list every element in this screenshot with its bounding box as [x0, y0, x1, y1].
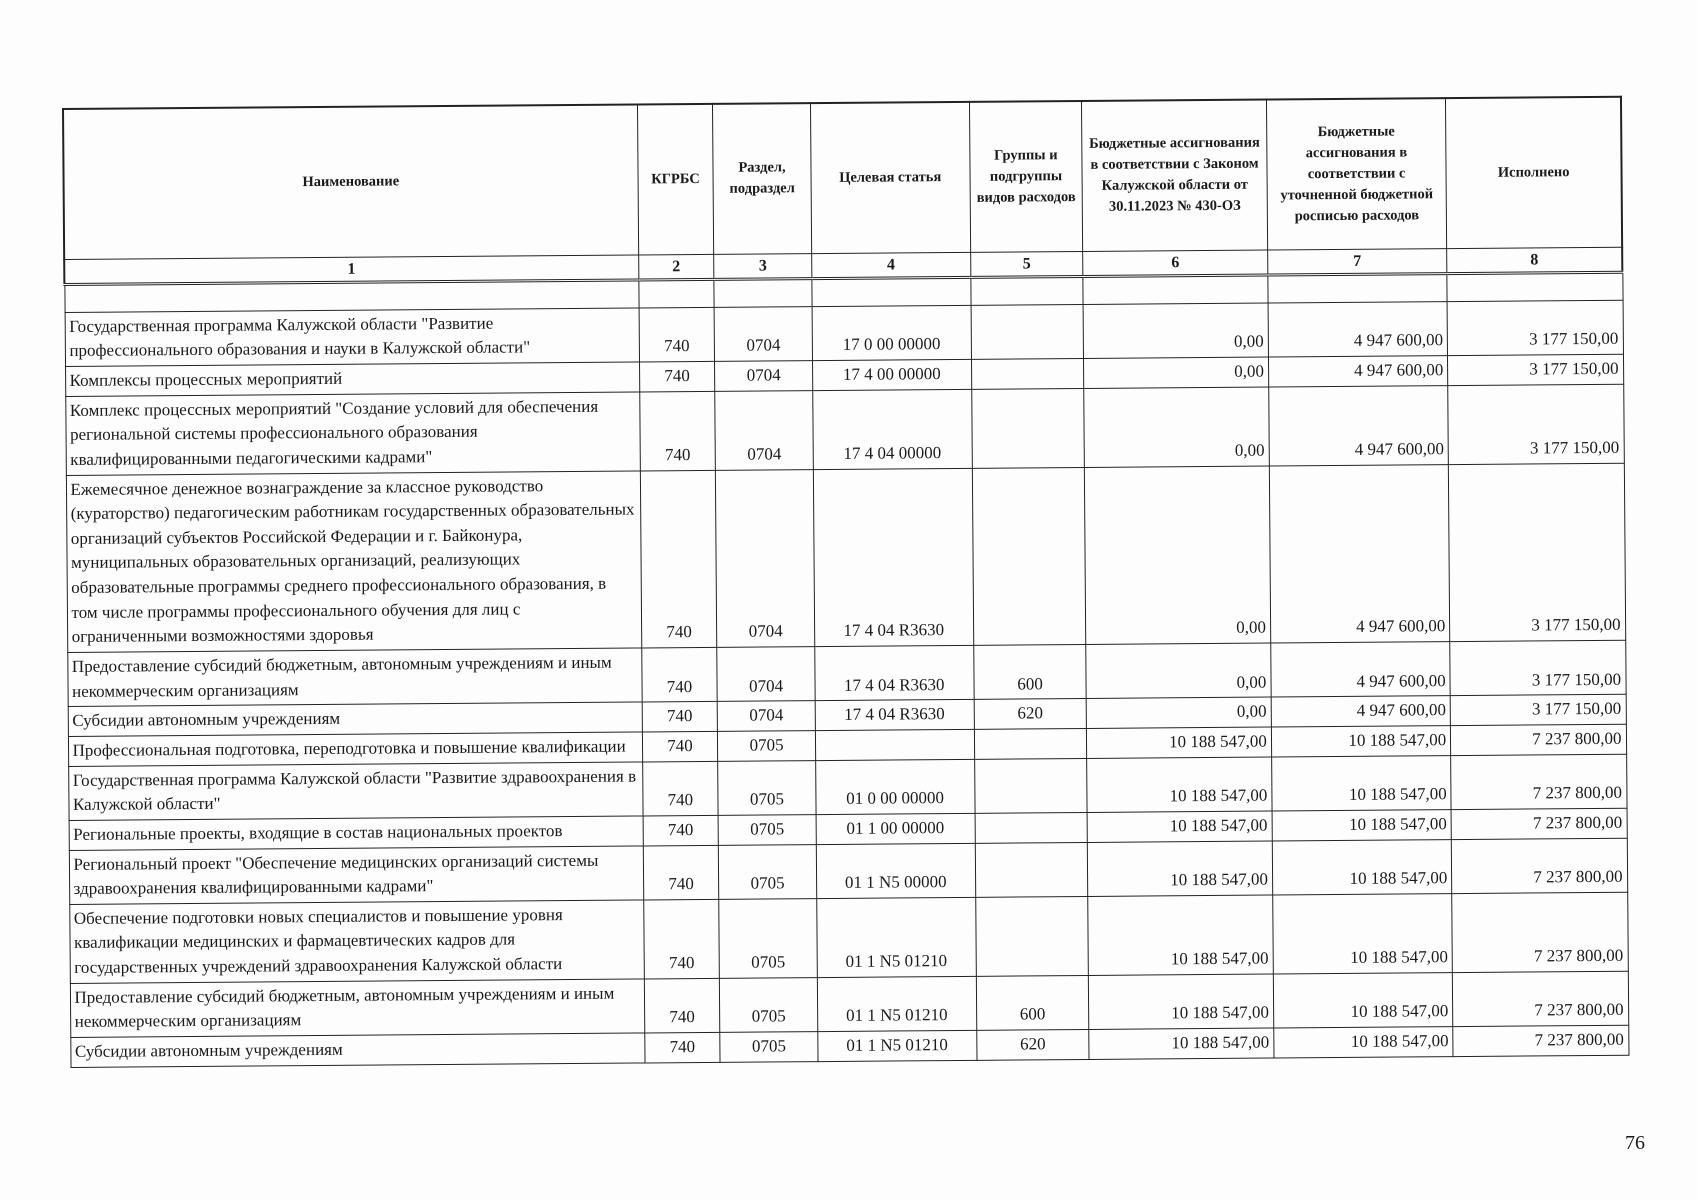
column-number: 8	[1447, 247, 1622, 274]
row-kgrbs: 740	[643, 899, 719, 979]
row-kgrbs: 740	[643, 845, 719, 900]
row-done-amount: 7 237 800,00	[1451, 754, 1627, 810]
table-row	[65, 384, 1624, 475]
row-done-amount: 7 237 800,00	[1453, 971, 1629, 1027]
row-name: Региональные проекты, входящие в состав национальных проектов	[69, 816, 643, 850]
row-razdel: 0705	[718, 760, 816, 815]
row-rospis-amount: 10 188 547,00	[1271, 755, 1451, 811]
row-razdel: 0704	[716, 469, 815, 647]
row-razdel: 0704	[714, 306, 812, 361]
row-name: Субсидии автономным учреждениям	[68, 702, 642, 736]
row-kgrbs: 740	[643, 815, 719, 845]
row-vid: 620	[976, 1029, 1089, 1060]
row-statya	[815, 729, 974, 760]
row-vid	[971, 358, 1084, 389]
table-header	[63, 97, 1622, 284]
row-name: Комплекс процессных мероприятий "Создание условий для обеспечения региональной системы профессионального образования квалифицированными педагогическими кадрами"	[65, 392, 640, 475]
row-name: Обеспечение подготовки новых специалистов и повышение уровня квалификации медицинских и фармацевтических кадров для государственных учреждений здравоохранения Калужской области	[69, 900, 644, 983]
column-number: 5	[970, 251, 1083, 277]
header-kgrbs: КГРБС	[637, 104, 714, 255]
row-law-amount: 0,00	[1084, 357, 1269, 388]
header-vid: Группы и подгруппы видов расходов	[969, 101, 1083, 252]
row-rospis-amount: 10 188 547,00	[1273, 893, 1453, 973]
row-done-amount: 3 177 150,00	[1450, 640, 1626, 696]
row-done-amount: 7 237 800,00	[1452, 838, 1628, 894]
row-statya: 01 1 N5 01210	[817, 976, 976, 1032]
row-kgrbs: 740	[642, 761, 718, 816]
row-vid	[974, 728, 1087, 759]
row-vid: 600	[973, 644, 1086, 699]
row-done-amount: 3 177 150,00	[1448, 384, 1624, 464]
row-kgrbs: 740	[641, 647, 717, 702]
row-done-amount: 7 237 800,00	[1451, 808, 1627, 839]
row-law-amount: 10 188 547,00	[1087, 811, 1272, 842]
row-vid	[974, 758, 1087, 813]
row-razdel: 0705	[719, 844, 817, 899]
row-done-amount: 7 237 800,00	[1451, 724, 1627, 755]
row-law-amount: 0,00	[1086, 643, 1271, 699]
row-vid	[975, 842, 1088, 897]
row-razdel: 0704	[715, 361, 813, 391]
row-law-amount: 0,00	[1083, 303, 1268, 359]
row-razdel: 0704	[718, 701, 816, 731]
row-name: Государственная программа Калужской области "Развитие профессионального образования и науки в Калужской области"	[65, 308, 639, 367]
budget-table	[62, 96, 1629, 1068]
row-name: Региональный проект "Обеспечение медицинских организаций системы здравоохранения квалифицированными кадрами"	[69, 845, 643, 904]
header-rospis: Бюджетные ассигнования в соответствии с уточненной бюджетной росписью расходов	[1266, 98, 1447, 249]
table-body	[64, 272, 1628, 1067]
column-number: 7	[1267, 248, 1447, 275]
row-vid	[971, 304, 1084, 359]
row-name: Предоставление субсидий бюджетным, автономным учреждениям и иным некоммерческим организациям	[70, 979, 644, 1038]
row-razdel: 0704	[717, 647, 815, 702]
row-statya: 17 4 04 R3630	[813, 468, 973, 647]
row-law-amount: 0,00	[1085, 466, 1271, 645]
row-razdel: 0705	[720, 977, 818, 1032]
row-vid	[971, 388, 1084, 468]
row-kgrbs: 740	[642, 731, 718, 761]
row-kgrbs: 740	[640, 470, 717, 648]
header-done: Исполнено	[1446, 97, 1622, 248]
row-rospis-amount: 4 947 600,00	[1268, 301, 1448, 357]
row-statya: 01 0 00 00000	[815, 759, 974, 815]
row-vid: 620	[974, 699, 1087, 730]
row-statya: 17 4 00 00000	[812, 359, 971, 390]
row-kgrbs: 740	[644, 1032, 720, 1062]
row-kgrbs: 740	[639, 361, 715, 391]
row-vid	[975, 812, 1088, 843]
row-rospis-amount: 4 947 600,00	[1268, 356, 1448, 387]
row-name: Государственная программа Калужской области "Развитие здравоохранения в Калужской области"	[68, 762, 642, 821]
row-name: Субсидии автономным учреждениям	[70, 1033, 644, 1067]
row-kgrbs: 740	[644, 978, 720, 1033]
row-name: Комплексы процессных мероприятий	[65, 362, 639, 396]
row-law-amount: 0,00	[1087, 697, 1272, 728]
row-statya: 17 0 00 00000	[812, 305, 971, 361]
column-number: 6	[1083, 250, 1268, 277]
row-rospis-amount: 4 947 600,00	[1269, 385, 1449, 465]
row-done-amount: 7 237 800,00	[1453, 1025, 1629, 1056]
row-rospis-amount: 10 188 547,00	[1272, 809, 1452, 840]
row-law-amount: 10 188 547,00	[1088, 895, 1273, 975]
row-done-amount: 3 177 150,00	[1450, 695, 1626, 726]
column-number: 3	[714, 253, 812, 279]
row-statya: 01 1 00 00000	[816, 813, 975, 844]
row-razdel: 0705	[718, 814, 816, 844]
row-razdel: 0705	[720, 1032, 818, 1062]
row-name: Профессиональная подготовка, переподготовка и повышение квалификации	[68, 732, 642, 766]
table-row	[66, 463, 1625, 653]
row-done-amount: 3 177 150,00	[1447, 300, 1623, 356]
row-rospis-amount: 4 947 600,00	[1271, 642, 1451, 698]
row-name: Ежемесячное денежное вознаграждение за классное руководство (кураторство) педагогическим работникам государственных образовательных организаций субъектов Российской Федерации и г. Байконура, муниципальных образовательных организаций, реализующих образовательные программы среднего профессионального образования, в том числе программы профессионального обучения для лиц с ограниченными возможностями здоровья	[66, 471, 641, 653]
row-vid	[972, 467, 1086, 645]
row-law-amount: 10 188 547,00	[1088, 841, 1273, 897]
row-rospis-amount: 10 188 547,00	[1272, 839, 1452, 895]
row-vid: 600	[976, 975, 1089, 1030]
row-law-amount: 0,00	[1084, 387, 1269, 467]
header-statya: Целевая статья	[810, 102, 970, 253]
row-rospis-amount: 4 947 600,00	[1269, 464, 1450, 643]
row-rospis-amount: 10 188 547,00	[1273, 972, 1453, 1028]
header-law: Бюджетные ассигнования в соответствии с Законом Калужской области от 30.11.2023 № 430-ОЗ	[1082, 100, 1268, 251]
row-rospis-amount: 10 188 547,00	[1271, 726, 1451, 757]
row-kgrbs: 740	[639, 391, 715, 471]
row-done-amount: 7 237 800,00	[1452, 892, 1628, 972]
row-law-amount: 10 188 547,00	[1087, 727, 1272, 758]
row-statya: 01 1 N5 01210	[817, 1030, 976, 1061]
row-kgrbs: 740	[639, 307, 715, 362]
row-razdel: 0705	[718, 731, 816, 761]
table-row	[69, 892, 1628, 983]
row-done-amount: 3 177 150,00	[1448, 354, 1624, 385]
row-vid	[975, 896, 1088, 976]
row-law-amount: 10 188 547,00	[1089, 974, 1274, 1030]
row-rospis-amount: 4 947 600,00	[1271, 696, 1451, 727]
row-kgrbs: 740	[642, 702, 718, 732]
column-number: 4	[811, 252, 970, 278]
row-name: Предоставление субсидий бюджетным, автономным учреждениям и иным некоммерческим организациям	[67, 648, 641, 707]
row-statya: 17 4 04 R3630	[815, 700, 974, 731]
row-statya: 01 1 N5 01210	[816, 897, 975, 977]
header-razdel: Раздел, подраздел	[713, 103, 812, 254]
row-statya: 17 4 04 R3630	[814, 645, 973, 701]
row-law-amount: 10 188 547,00	[1087, 757, 1272, 813]
column-number: 1	[64, 254, 638, 284]
row-statya: 17 4 04 00000	[812, 389, 971, 469]
row-statya: 01 1 N5 00000	[816, 843, 975, 899]
page-number: 76	[1625, 1132, 1645, 1154]
header-name: Наименование	[63, 104, 638, 259]
row-razdel: 0704	[715, 390, 813, 470]
row-law-amount: 10 188 547,00	[1089, 1028, 1274, 1059]
row-rospis-amount: 10 188 547,00	[1274, 1027, 1454, 1058]
column-number: 2	[638, 254, 714, 280]
row-done-amount: 3 177 150,00	[1449, 463, 1626, 642]
row-razdel: 0705	[719, 898, 817, 978]
